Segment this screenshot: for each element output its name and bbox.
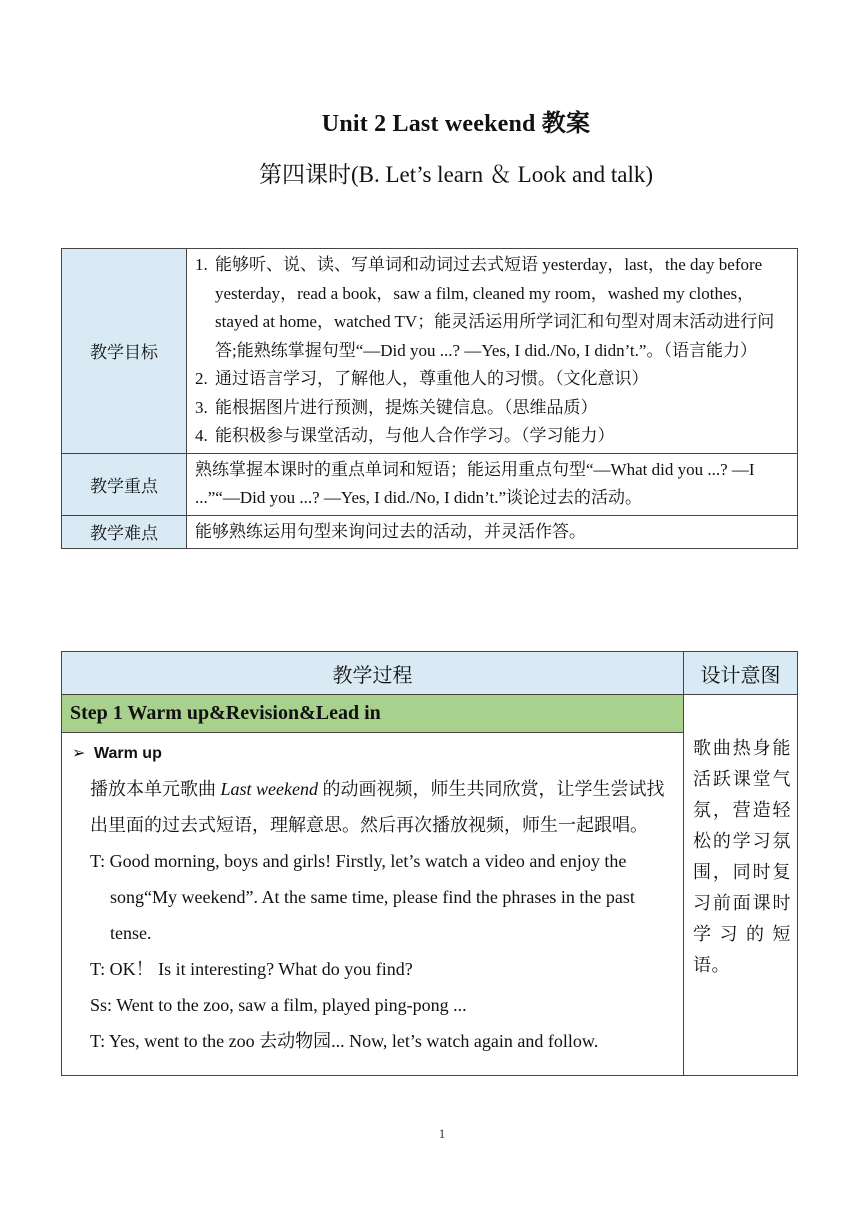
step1-body bbox=[62, 733, 684, 1076]
difficulties-content: 能够熟练运用句型来询问过去的活动，并灵活作答。 bbox=[187, 515, 798, 549]
objective-number: 1. bbox=[195, 255, 208, 274]
step1-title: Step 1 Warm up&Revision&Lead in bbox=[62, 695, 684, 733]
process-header-row bbox=[62, 652, 798, 695]
objective-item bbox=[195, 365, 789, 394]
song-title: Last weekend bbox=[220, 779, 318, 799]
objective-number: 4. bbox=[195, 426, 208, 445]
document-subtitle: 第四课时(B. Let’s learn ＆ Look and talk) bbox=[258, 162, 654, 187]
arrow-bullet-icon: ➢ bbox=[72, 745, 86, 762]
objectives-row bbox=[62, 249, 798, 454]
objective-number: 2. bbox=[195, 369, 208, 388]
paragraph-text: 的动画视频，师生共同欣赏，让学生尝试找出里面的过去式短语，理解意思。然后再次播放视频，师生一起跟唱。 bbox=[90, 779, 665, 835]
objective-text: 能根据图片进行预测，提炼关键信息。（思维品质） bbox=[215, 397, 598, 417]
dialog-line: T: Yes, went to the zoo 去动物园... Now, let’s watch again and follow. bbox=[90, 1031, 599, 1051]
paragraph-text: 播放本单元歌曲 bbox=[90, 779, 221, 799]
objective-number: 3. bbox=[195, 397, 208, 417]
dialog-line: Ss: Went to the zoo, saw a film, played ping-pong ... bbox=[90, 995, 467, 1015]
page-number: 1 bbox=[438, 1126, 446, 1141]
objective-text: 通过语言学习，了解他人，尊重他人的习惯。（文化意识） bbox=[215, 369, 649, 388]
objective-item bbox=[195, 422, 789, 451]
objective-item bbox=[195, 251, 789, 365]
warm-up-label: Warm up bbox=[94, 745, 162, 762]
difficulties-row bbox=[62, 515, 798, 549]
design-intent: 歌曲热身能活跃课堂气氛，营造轻松的学习氛围，同时复习前面课时学习的短语。 bbox=[684, 695, 798, 1076]
key-points-content: 熟练掌握本课时的重点单词和短语；能运用重点句型“—What did you ...? —I ...”“—Did you ...? —Yes, I did./No, I didn’t.”谈论过去的活动。 bbox=[187, 453, 798, 515]
warm-up-heading bbox=[72, 743, 675, 763]
dialog-line: T: Good morning, boys and girls! Firstly, let’s watch a video and enjoy the song“My weekend”. At the same time, please find the phrases in the past tense. bbox=[90, 851, 635, 943]
key-points-row bbox=[62, 453, 798, 515]
design-column-header: 设计意图 bbox=[684, 652, 798, 695]
step-row bbox=[62, 695, 798, 733]
teaching-process-table bbox=[61, 651, 798, 1076]
dialog-line: T: OK！ Is it interesting? What do you find? bbox=[90, 959, 413, 979]
document-title: Unit 2 Last weekend 教案 bbox=[321, 111, 591, 137]
objective-text: 能积极参与课堂活动，与他人合作学习。（学习能力） bbox=[215, 426, 615, 445]
teaching-goals-table bbox=[61, 248, 798, 549]
key-points-label: 教学重点 bbox=[62, 453, 187, 515]
warm-up-paragraph bbox=[70, 771, 675, 843]
objective-item bbox=[195, 394, 789, 423]
objectives-content bbox=[187, 249, 798, 454]
process-column-header: 教学过程 bbox=[62, 652, 684, 695]
objectives-label: 教学目标 bbox=[62, 249, 187, 454]
difficulties-label: 教学难点 bbox=[62, 515, 187, 549]
objective-text: 能够听、说、读、写单词和动词过去式短语 yesterday，last，the day before yesterday，read a book，saw a film, cleaned my room，washed my clothes，stayed at home，watched TV；能灵活运用所学词汇和句型对周末活动进行问答;能熟练掌握句型“—Did you ...? —Yes, I did./No, I didn’t.”。（语言能力） bbox=[215, 255, 775, 360]
